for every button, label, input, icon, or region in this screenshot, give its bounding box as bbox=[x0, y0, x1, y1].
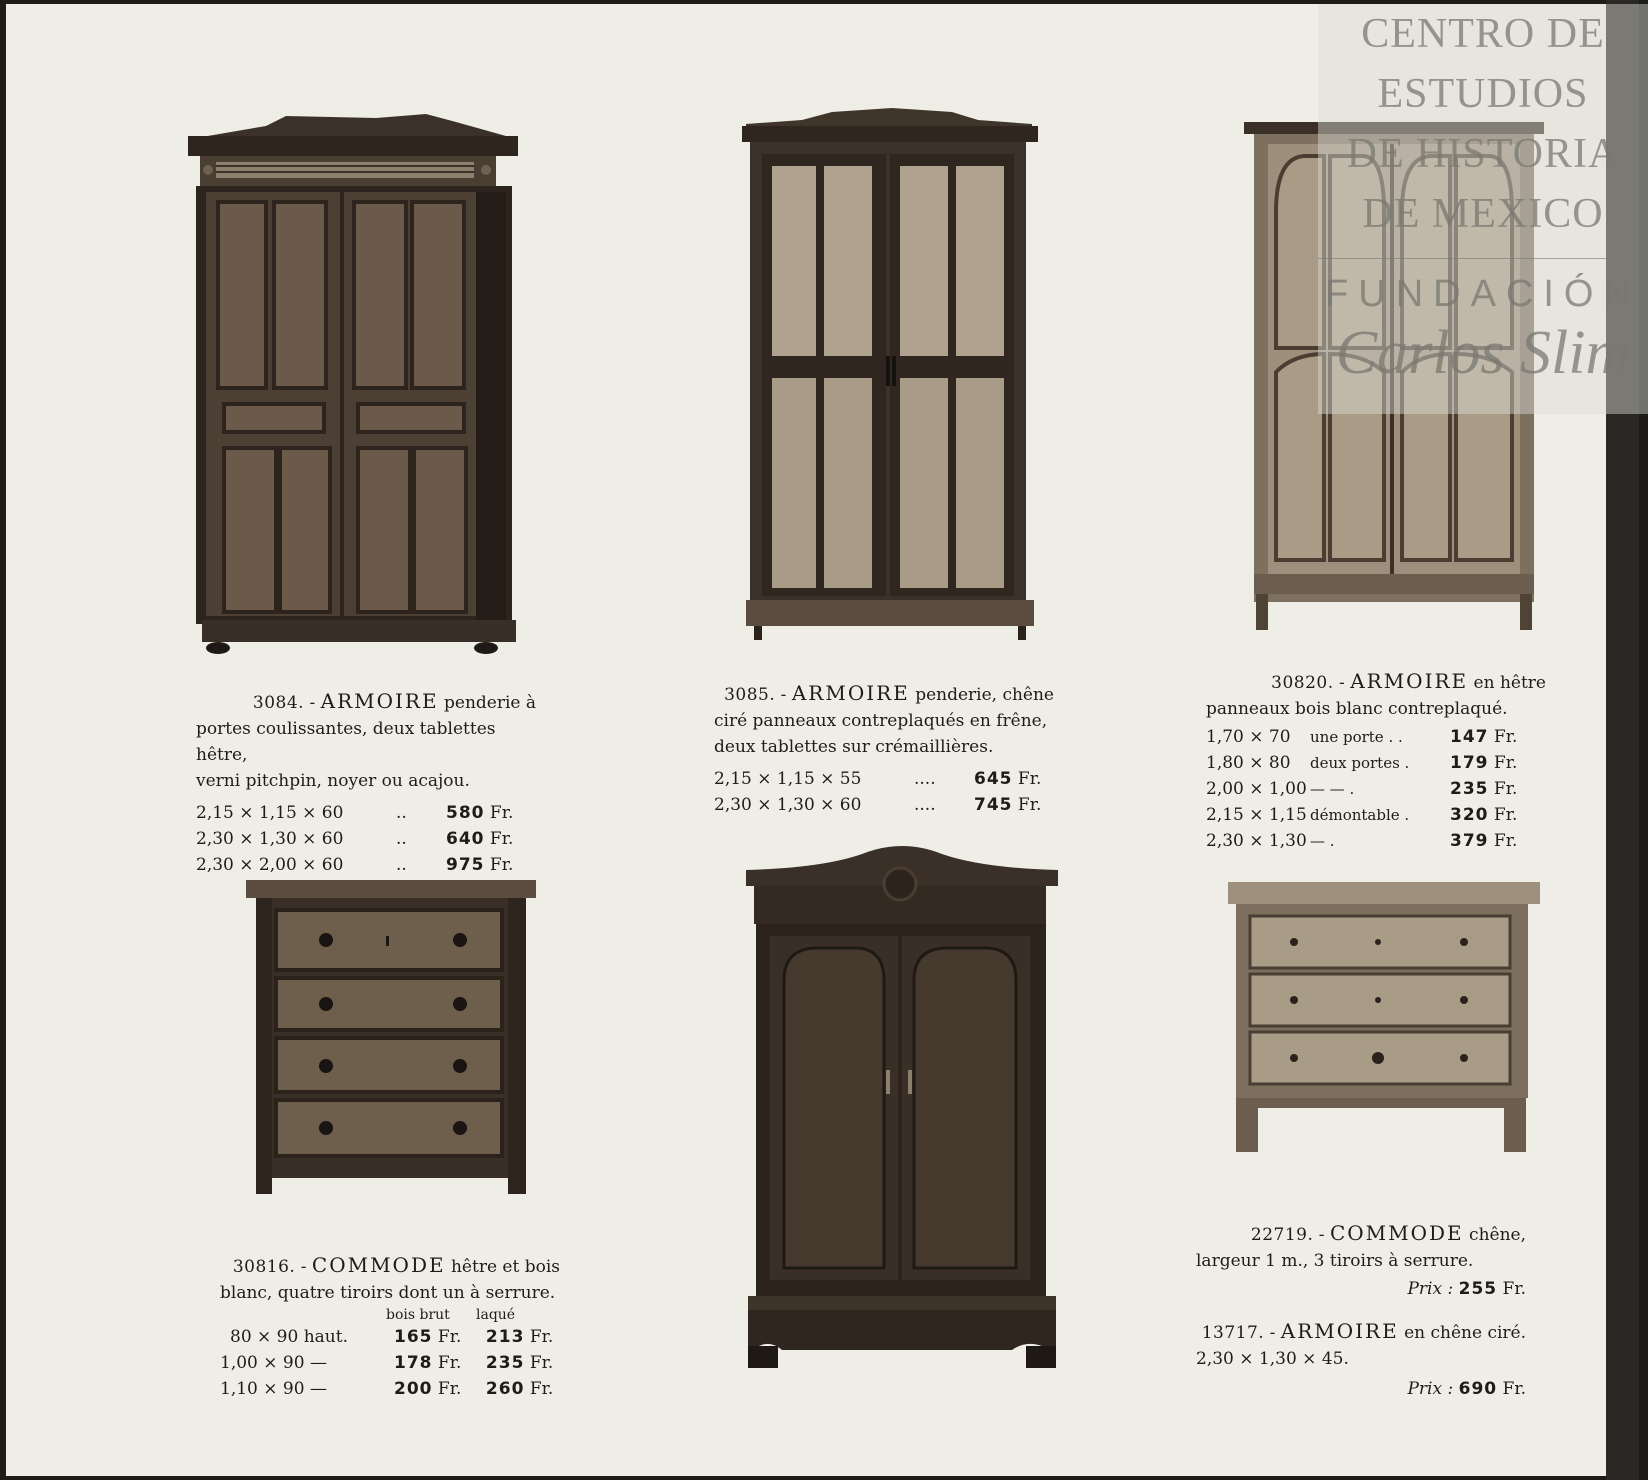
dimensions: 2,30 × 2,00 × 60 bbox=[196, 855, 344, 875]
price-value: 580 bbox=[446, 803, 485, 823]
watermark-line: DE MEXICO bbox=[1362, 191, 1604, 237]
watermark-signature: Carlos Slim bbox=[1335, 319, 1631, 387]
watermark-foundation: FUNDACIÓN bbox=[1318, 258, 1648, 316]
price-row: 1,10 × 90 — 200 Fr. 260 Fr. bbox=[220, 1376, 560, 1402]
watermark-line: ESTUDIOS bbox=[1377, 71, 1589, 117]
item-desc-line: 2,30 × 1,30 × 45. bbox=[1196, 1349, 1349, 1369]
price-unit: Fr. bbox=[1493, 805, 1518, 825]
item-desc-line: en hêtre bbox=[1473, 673, 1546, 693]
item-desc-line: deux tablettes sur crémaillières. bbox=[714, 737, 994, 757]
price-row: 1,80 × 80 deux portes . 179 Fr. bbox=[1206, 750, 1546, 776]
price-row: 2,15 × 1,15 × 60 .. 580 Fr. bbox=[196, 800, 536, 826]
price-row bbox=[1196, 1376, 1526, 1402]
price-value: 690 bbox=[1458, 1379, 1498, 1399]
dimensions: 2,15 × 1,15 × 55 bbox=[714, 769, 862, 789]
price-value: 235 bbox=[485, 1353, 525, 1373]
caption-22719: 22719. - COMMODE chêne, largeur 1 m., 3 tiroirs à serrure. Prix : 255 Fr. bbox=[1196, 1220, 1526, 1302]
column-header: bois brut bbox=[386, 1307, 450, 1323]
armoire-3084-image bbox=[176, 112, 526, 660]
item-number: 3085. bbox=[724, 685, 776, 705]
price-unit: Fr. bbox=[1017, 769, 1042, 789]
price-value: 255 bbox=[1458, 1279, 1498, 1299]
price-row: 2,30 × 1,30 × 60 .. 640 Fr. bbox=[196, 826, 536, 852]
item-desc-line: en chêne ciré. bbox=[1404, 1323, 1526, 1343]
price-unit: Fr. bbox=[1493, 831, 1518, 851]
item-number: 3084. bbox=[252, 693, 305, 713]
price-row: 1,00 × 90 — 178 Fr. 235 Fr. bbox=[220, 1350, 560, 1376]
price-unit: Fr. bbox=[1493, 727, 1518, 747]
price-unit: Fr. bbox=[489, 829, 514, 849]
price-row: 2,15 × 1,15 × 55 .... 645 Fr. bbox=[714, 766, 1054, 792]
price-value: 640 bbox=[446, 829, 485, 849]
item-desc-line: verni pitchpin, noyer ou acajou. bbox=[196, 771, 470, 791]
dimensions: 1,00 × 90 — bbox=[220, 1353, 327, 1373]
item-desc-line: blanc, quatre tiroirs dont un à serrure. bbox=[220, 1283, 556, 1303]
archive-watermark bbox=[1318, 4, 1648, 414]
price-unit: Fr. bbox=[489, 855, 514, 875]
item-name: ARMOIRE bbox=[1350, 669, 1469, 693]
dimensions: 1,10 × 90 — bbox=[220, 1379, 327, 1399]
dimensions: 1,80 × 80 bbox=[1206, 753, 1291, 773]
item-desc-line: penderie, chêne bbox=[915, 685, 1054, 705]
price-row bbox=[1196, 1276, 1526, 1302]
price-unit: Fr. bbox=[1493, 753, 1518, 773]
item-desc-line: largeur 1 m., 3 tiroirs à serrure. bbox=[1196, 1251, 1474, 1271]
item-number: 30816. bbox=[232, 1257, 296, 1277]
dimensions: 2,00 × 1,00 bbox=[1206, 779, 1307, 799]
prix-label: Prix : bbox=[1407, 1379, 1454, 1399]
price-value: 179 bbox=[1450, 753, 1489, 773]
item-name: ARMOIRE bbox=[320, 689, 439, 713]
armoire-3085-image bbox=[742, 108, 1038, 648]
item-number: 22719. bbox=[1250, 1225, 1314, 1245]
price-value: 379 bbox=[1450, 831, 1489, 851]
price-value: 975 bbox=[446, 855, 485, 875]
price-value: 645 bbox=[974, 769, 1013, 789]
price-row: 2,00 × 1,00 — — . 235 Fr. bbox=[1206, 776, 1546, 802]
price-row: 2,30 × 2,00 × 60 .. 975 Fr. bbox=[196, 852, 536, 878]
catalog-page bbox=[6, 4, 1641, 1476]
column-header: laqué bbox=[476, 1307, 516, 1323]
caption-30820: 30820. - ARMOIRE en hêtre panneaux bois blanc contreplaqué. 1,70 × 70 une porte . . 147 Fr. 1,80 × 80 deux portes . 179 Fr. 2,00 × 1,00 — — . 235 Fr. 2,15 × 1,15 démontable . 320 Fr. 2,30 × 1,30 — . 379 Fr. bbox=[1206, 668, 1546, 854]
item-name: COMMODE bbox=[311, 1253, 446, 1277]
price-value: 235 bbox=[1450, 779, 1489, 799]
price-unit: Fr. bbox=[1017, 795, 1042, 815]
caption-13717: 13717. - ARMOIRE en chêne ciré. 2,30 × 1,30 × 45. Prix : 690 Fr. bbox=[1196, 1318, 1526, 1402]
watermark-line: DE HISTORIA bbox=[1346, 131, 1620, 177]
item-desc-line: penderie à bbox=[444, 693, 536, 713]
dimensions: 2,15 × 1,15 bbox=[1206, 805, 1307, 825]
price-row: 2,30 × 1,30 — . 379 Fr. bbox=[1206, 828, 1546, 854]
price-value: 213 bbox=[485, 1327, 525, 1347]
price-unit: Fr. bbox=[1502, 1379, 1526, 1399]
caption-30816: 30816. - COMMODE hêtre et bois blanc, quatre tiroirs dont un à serrure. bois brut laqué 80 × 90 haut. 165 Fr. 213 Fr. 1,00 × 90 — 178 Fr. 235 Fr. 1,10 × 90 — 200 Fr. 260 Fr. bbox=[220, 1252, 560, 1402]
armoire-13717-image bbox=[742, 840, 1060, 1374]
item-desc-line: ciré panneaux contreplaqués en frêne, bbox=[714, 711, 1048, 731]
price-row: 2,15 × 1,15 démontable . 320 Fr. bbox=[1206, 802, 1546, 828]
price-row: 80 × 90 haut. 165 Fr. 213 Fr. bbox=[220, 1324, 560, 1350]
watermark-line: CENTRO DE bbox=[1361, 11, 1605, 57]
item-desc-line: hêtre et bois bbox=[450, 1257, 560, 1277]
caption-3085: 3085. - ARMOIRE penderie, chêne ciré panneaux contreplaqués en frêne, deux tablettes sur crémaillières. 2,15 × 1,15 × 55 .... 645 Fr. 2,30 × 1,30 × 60 .... 745 Fr. bbox=[714, 680, 1054, 818]
dimensions: 2,30 × 1,30 bbox=[1206, 831, 1307, 851]
item-desc-line: panneaux bois blanc contreplaqué. bbox=[1206, 699, 1508, 719]
column-headers bbox=[220, 1306, 560, 1324]
dimensions: 80 × 90 haut. bbox=[230, 1327, 348, 1347]
price-unit: Fr. bbox=[1493, 779, 1518, 799]
price-value: 147 bbox=[1450, 727, 1489, 747]
item-name: ARMOIRE bbox=[1280, 1319, 1399, 1343]
price-value: 178 bbox=[394, 1353, 433, 1373]
price-value: 260 bbox=[485, 1379, 525, 1399]
price-unit: Fr. bbox=[1502, 1279, 1526, 1299]
commode-22719-image bbox=[1228, 882, 1540, 1156]
prix-label: Prix : bbox=[1407, 1279, 1454, 1299]
item-name: COMMODE bbox=[1329, 1221, 1464, 1245]
dimensions: 2,30 × 1,30 × 60 bbox=[714, 795, 862, 815]
price-value: 200 bbox=[394, 1379, 433, 1399]
price-value: 745 bbox=[974, 795, 1013, 815]
price-value: 320 bbox=[1450, 805, 1489, 825]
price-row: 2,30 × 1,30 × 60 .... 745 Fr. bbox=[714, 792, 1054, 818]
item-desc-line: chêne, bbox=[1469, 1225, 1526, 1245]
dimensions: 2,15 × 1,15 × 60 bbox=[196, 803, 344, 823]
item-name: ARMOIRE bbox=[791, 681, 910, 705]
dimensions: 2,30 × 1,30 × 60 bbox=[196, 829, 344, 849]
caption-3084: 3084. - ARMOIRE penderie à portes coulissantes, deux tablettes hêtre, verni pitchpin, noyer ou acajou. 2,15 × 1,15 × 60 .. 580 Fr. 2,30 × 1,30 × 60 .. 640 Fr. 2,30 × 2,00 × 60 .. 975 Fr. bbox=[196, 688, 536, 878]
price-unit: Fr. bbox=[489, 803, 514, 823]
item-number: 13717. bbox=[1201, 1323, 1265, 1343]
item-number: 30820. bbox=[1271, 673, 1334, 693]
dimensions: 1,70 × 70 bbox=[1206, 727, 1291, 747]
commode-30816-image bbox=[246, 880, 536, 1200]
price-row: 1,70 × 70 une porte . . 147 Fr. bbox=[1206, 724, 1546, 750]
price-value: 165 bbox=[394, 1327, 433, 1347]
item-desc-line: portes coulissantes, deux tablettes hêtre, bbox=[196, 719, 496, 765]
